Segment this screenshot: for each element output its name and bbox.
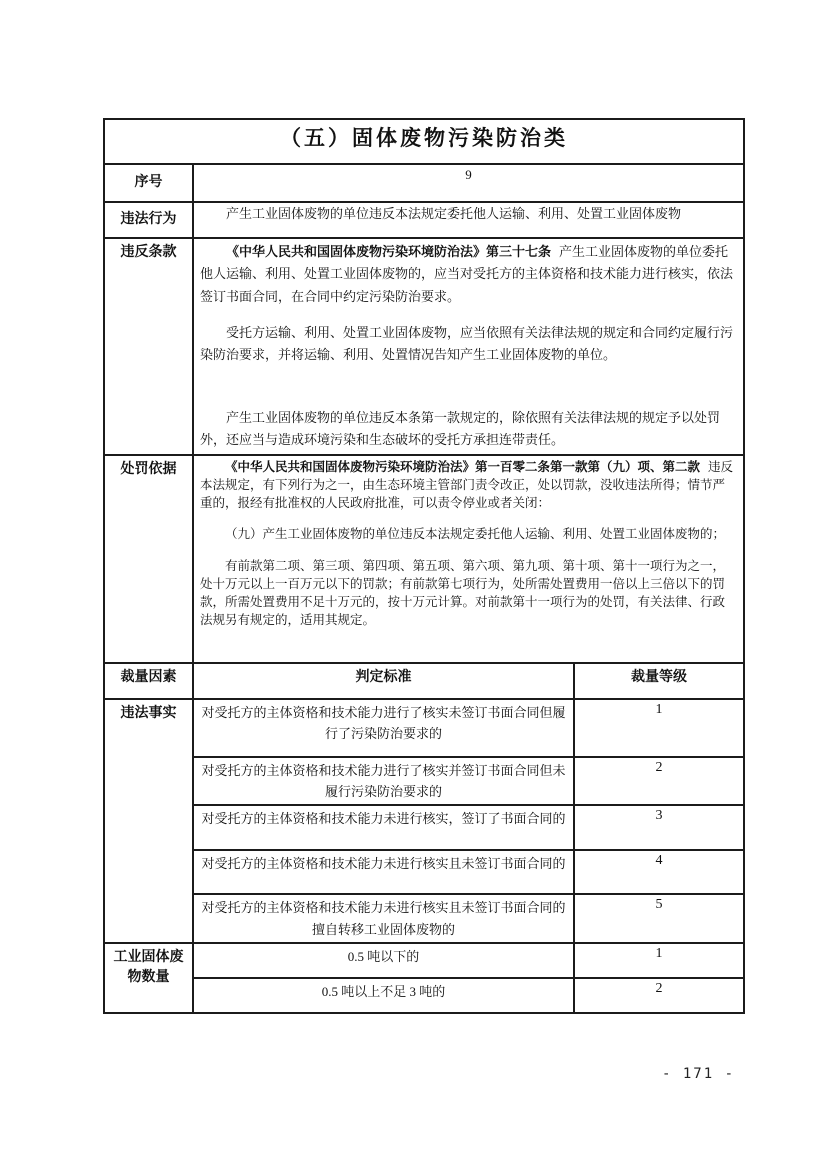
criteria-grade-header: 裁量等级 — [574, 663, 744, 699]
clause-row — [104, 238, 744, 455]
quantity-row — [104, 978, 744, 1013]
fact-standard: 对受托方的主体资格和技术能力未进行核实，签订了书面合同的 — [193, 805, 574, 850]
fact-row — [104, 757, 744, 806]
quantity-grade: 2 — [574, 978, 744, 1013]
penalty-basis-label: 处罚依据 — [104, 455, 193, 663]
penalty-basis-row — [104, 455, 744, 663]
fact-row — [104, 699, 744, 757]
fact-grade: 5 — [574, 894, 744, 943]
quantity-grade: 1 — [574, 943, 744, 978]
clause-content — [193, 238, 744, 455]
fact-grade: 3 — [574, 805, 744, 850]
fact-grade: 4 — [574, 850, 744, 894]
section-title: （五）固体废物污染防治类 — [104, 119, 744, 164]
criteria-factor-header: 裁量因素 — [104, 663, 193, 699]
serial-value: 9 — [193, 164, 744, 202]
penalty-paragraph-1-text: 违反本法规定，有下列行为之一，由生态环境主管部门责令改正，处以罚款，没收违法所得；情节严重的，报经有批准权的人民政府批准，可以责令停业或者关闭： — [200, 459, 734, 511]
serial-row — [104, 164, 744, 202]
penalty-law-citation: 《中华人民共和国固体废物污染环境防治法》第一百零二条第一款第（九）项、第二款 — [225, 459, 701, 474]
title-row — [104, 119, 744, 164]
fact-grade: 1 — [574, 699, 744, 757]
violation-label: 违法行为 — [104, 202, 193, 238]
fact-grade: 2 — [574, 757, 744, 806]
clause-paragraph-1 — [200, 241, 737, 308]
fact-standard: 对受托方的主体资格和技术能力未进行核实且未签订书面合同的擅自转移工业固体废物的 — [193, 894, 574, 943]
facts-label: 违法事实 — [104, 699, 193, 944]
criteria-standard-header: 判定标准 — [193, 663, 574, 699]
criteria-header-row — [104, 663, 744, 699]
penalty-paragraph-3: 有前款第二项、第三项、第四项、第五项、第六项、第九项、第十项、第十一项行为之一，处十万元以上一百万元以下的罚款；有前款第七项行为，处所需处置费用一倍以上三倍以下的罚款，所需处置费用不足十万元的，按十万元计算。对前款第十一项行为的处罚，有关法律、行政法规另有规定的，适用其规定。 — [200, 558, 726, 628]
violation-row — [104, 202, 744, 238]
penalty-discretion-table — [103, 118, 745, 1014]
clause-paragraph-3: 产生工业固体废物的单位违反本条第一款规定的，除依照有关法律法规的规定予以处罚外，还应当与造成环境污染和生态破坏的受托方承担连带责任。 — [200, 409, 721, 448]
penalty-paragraph-2: （九）产生工业固体废物的单位违反本法规定委托他人运输、利用、处置工业固体废物的； — [225, 527, 726, 542]
penalty-basis-content — [193, 455, 744, 663]
fact-standard: 对受托方的主体资格和技术能力进行了核实未签订书面合同但履行了污染防治要求的 — [193, 699, 574, 757]
clause-label: 违反条款 — [104, 238, 193, 455]
clause-paragraph-2: 受托方运输、利用、处置工业固体废物，应当依照有关法律法规的规定和合同约定履行污染防治要求，并将运输、利用、处置情况告知产生工业固体废物的单位。 — [200, 325, 734, 363]
quantity-standard: 0.5 吨以下的 — [193, 943, 574, 978]
clause-paragraph-1-text: 产生工业固体废物的单位委托他人运输、利用、处置工业固体废物的，应当对受托方的主体资格和技术能力进行核实，依法签订书面合同，在合同中约定污染防治要求。 — [200, 244, 734, 304]
quantity-label: 工业固体废物数量 — [104, 943, 193, 1013]
page-number: - 171 - — [662, 1066, 736, 1082]
fact-standard: 对受托方的主体资格和技术能力未进行核实且未签订书面合同的 — [193, 850, 574, 894]
fact-row — [104, 850, 744, 894]
quantity-standard: 0.5 吨以上不足 3 吨的 — [193, 978, 574, 1013]
serial-label: 序号 — [104, 164, 193, 202]
penalty-paragraph-1 — [200, 458, 737, 513]
violation-value: 产生工业固体废物的单位违反本法规定委托他人运输、利用、处置工业固体废物 — [193, 202, 744, 238]
fact-standard: 对受托方的主体资格和技术能力进行了核实并签订书面合同但未履行污染防治要求的 — [193, 757, 574, 806]
quantity-row — [104, 943, 744, 978]
fact-row — [104, 805, 744, 850]
fact-row — [104, 894, 744, 943]
clause-law-citation: 《中华人民共和国固体废物污染环境防治法》第三十七条 — [226, 244, 552, 259]
